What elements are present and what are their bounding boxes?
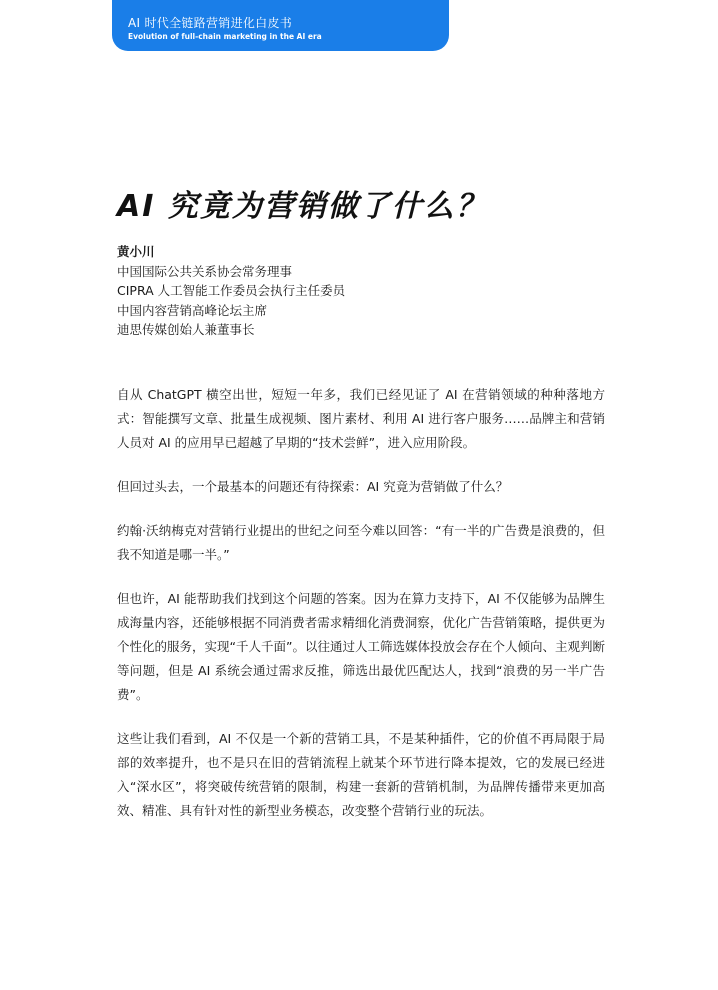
header-subtitle: Evolution of full-chain marketing in the AI era: [128, 32, 322, 41]
author-block: [117, 242, 345, 340]
author-role: 中国内容营销高峰论坛主席: [117, 302, 268, 318]
body-paragraph: 自从 ChatGPT 横空出世，短短一年多，我们已经见证了 AI 在营销领域的种种落地方式：智能撰写文章、批量生成视频、图片素材、利用 AI 进行客户服务……品牌主和营销人员对 AI 的应用早已超越了早期的“技术尝鲜”，进入应用阶段。: [117, 387, 605, 450]
author-name: 黄小川: [117, 244, 155, 259]
body-paragraph: 但回过头去，一个最基本的问题还有待探索：AI 究竟为营销做了什么？: [117, 479, 509, 494]
article-body: [117, 383, 605, 843]
header-title: AI 时代全链路营销进化白皮书: [128, 16, 293, 30]
header-banner: [112, 0, 449, 51]
body-paragraph: 但也许，AI 能帮助我们找到这个问题的答案。因为在算力支持下，AI 不仅能够为品牌生成海量内容，还能够根据不同消费者需求精细化消费洞察，优化广告营销策略，提供更为个性化的服务，实现“千人千面”。以往通过人工筛选媒体投放会存在个人倾向、主观判断等问题，但是 AI 系统会通过需求反推，筛选出最优匹配达人，找到“浪费的另一半广告费”。: [117, 591, 605, 702]
article-title: AI 究竟为营销做了什么？: [117, 189, 488, 224]
author-role: CIPRA 人工智能工作委员会执行主任委员: [117, 283, 346, 298]
body-paragraph: 这些让我们看到，AI 不仅是一个新的营销工具，不是某种插件，它的价值不再局限于局部的效率提升，也不是只在旧的营销流程上就某个环节进行降本提效，它的发展已经进入“深水区”，将突破传统营销的限制，构建一套新的营销机制，为品牌传播带来更加高效、精准、具有针对性的新型业务模态，改变整个营销行业的玩法。: [117, 731, 605, 818]
author-role: 中国国际公共关系协会常务理事: [117, 263, 293, 279]
author-role: 迪思传媒创始人兼董事长: [117, 322, 255, 337]
body-paragraph: 约翰·沃纳梅克对营销行业提出的世纪之问至今难以回答：“有一半的广告费是浪费的，但我不知道是哪一半。”: [117, 523, 605, 562]
